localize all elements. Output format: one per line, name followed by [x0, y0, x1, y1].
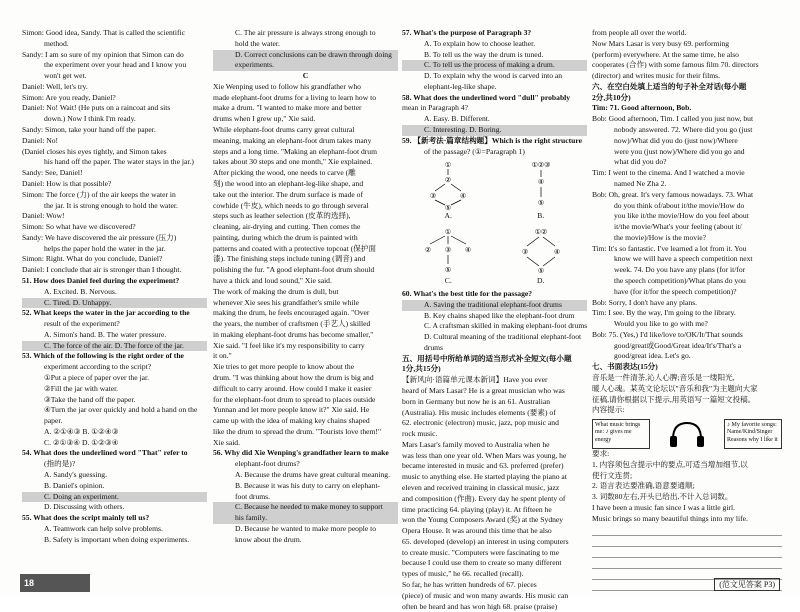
col1-line: (指的是)? [44, 459, 76, 469]
col3_bottom-line: B. Key chains shaped like the elephant-foot drum [424, 310, 575, 320]
col3_bottom-line: (piece) of music and won many awards. His music can [402, 590, 569, 600]
col3_bottom-line: became interested in music and 63. preferred (prefer) [402, 461, 564, 471]
col4_top-line: Bob: 75. (Yes,) I'd like/love to/OK/It/That sounds [592, 329, 743, 339]
col2-line: cowhide (牛皮), which needs to go through several [213, 200, 369, 210]
col2-line: meaning, making an elephant-foot drum takes many [213, 135, 372, 145]
col4_top-line: it/the movie/What's your feeling (about it/ [614, 222, 742, 232]
col2-line: drums when I grew up," Xie said. [213, 114, 316, 124]
col1-line: C. The force of the air. D. The force of the jar. [22, 341, 207, 352]
col2-line: While elephant-foot drums carry great cultural [213, 125, 355, 135]
headphones-icon [667, 419, 707, 449]
col4_bottom-line: Music brings so many beautiful things into my life. [592, 513, 748, 523]
col1-line: C. ②①③④ D. ①②③④ [44, 437, 119, 447]
tree-diagram-icon [423, 159, 473, 211]
col4_top-line: you like it/the movie/How do you feel about [614, 211, 749, 221]
col3_top-line: B. To tell us the way the drum is tuned. [424, 49, 544, 59]
col1-line: C. Tired. D. Unhappy. [22, 298, 207, 309]
col2-line: Yunnan and let more people know it?" Xie said. He [213, 405, 370, 415]
col1-line: A. Sandy's guessing. [44, 470, 107, 480]
prompt-box-music-brings: What music brings me: ♪ gives me energy [592, 419, 650, 449]
svg-text:③: ③ [521, 248, 528, 257]
svg-text:③: ③ [445, 246, 452, 255]
col2-line: in making elephant-foot drums has become smaller," [213, 329, 374, 339]
col2-line: 漆). The finishing steps include tuning (调音) and [213, 254, 366, 264]
col1-line: Simon: So what have we discovered? [22, 222, 136, 232]
col1-line: Daniel: No! Wait! (He puts on a raincoat and sits [22, 103, 171, 113]
col1-line: (Daniel closes his eyes tightly, and Simon takes [22, 146, 167, 156]
col1-line: helps the paper hold the water in the jar. [44, 243, 166, 253]
col2-line: C. Because he needed to make money to support [213, 502, 398, 513]
col4_top-line: Tim: 71. Good afternoon, Bob. [592, 103, 692, 113]
col3_top-line: C. Interesting. D. Boring. [402, 125, 587, 136]
col3_top-line: 57. What's the purpose of Paragraph 3? [402, 28, 532, 37]
col2-line: like the drum to spread the drum. "Tourists love them!" [213, 426, 382, 436]
answer-line[interactable] [592, 548, 782, 558]
col4_top-line: the speech competition)/What plans do you [614, 275, 746, 285]
col1-line: 55. What does the script mainly tell us? [22, 513, 150, 523]
col3_top-line: elephant-leg-like shape. [424, 81, 497, 91]
col3_bottom-line: types of music," he 66. recalled (recall). [402, 569, 524, 579]
col4_top-line: what did you do? [614, 157, 667, 167]
page-number-badge [20, 574, 90, 592]
col4_top-line: 征稿,请你根据以下提示,用英语写一篇短文投稿。 [592, 394, 756, 404]
col3_bottom-line: time practicing 64. playing (play) it. At fifteen he [402, 504, 552, 514]
answer-line[interactable] [592, 526, 782, 536]
col2-line: the years, the number of craftsmen (手艺人) skilled [213, 319, 371, 329]
col4_top-line: good/great idea. Let's go. [614, 351, 691, 361]
col3_bottom-line: because I could use them to create so many different [402, 558, 562, 568]
prompt-box-favorite-songs: ♪ My favorite songs: Name/Kind/Singer Reasons why I like it [724, 419, 782, 449]
col1-line: A. Excited. B. Nervous. [44, 286, 117, 296]
svg-text:④: ④ [460, 192, 467, 201]
col1-line: Sandy: We have discovered the air pressure (压力) [22, 232, 177, 242]
col2-line: know about the drum. [235, 534, 302, 544]
col3_top-line: C. To tell us the process of making a drum. [402, 60, 587, 71]
col3_bottom-line: drums [424, 342, 443, 352]
col2-line: polishing the fur. "A good elephant-foot drum should [213, 265, 375, 275]
col3_bottom-line: C. A craftsman skilled in making elephant-foot drums [424, 321, 588, 331]
col4_top-line: have (for it/for the speech competition)? [614, 286, 737, 296]
col4_top-line: 2分,共10分) [592, 92, 631, 102]
column-3 [402, 28, 587, 612]
col2-line: elephant-foot drums? [235, 459, 300, 469]
column-1 [22, 28, 207, 546]
svg-text:⑤: ⑤ [445, 266, 452, 275]
col3_bottom-line: won the Young Composers Award (奖) at the Sydney [402, 515, 564, 525]
col1-line: Sandy: Simon, take your hand off the paper. [22, 125, 156, 135]
col3_bottom-line: 1分,共15分) [402, 364, 441, 374]
col3_top-line: A. Easy. B. Different. [424, 114, 490, 124]
col1-line: A. Teamwork can help solve problems. [44, 523, 163, 533]
col2-line: C [302, 71, 309, 81]
col4_top-line: 暖人心魂。某英文论坛以"音乐和我"为主题向大家 [592, 383, 758, 393]
col1-line: down.) Now I think I'm ready. [44, 114, 136, 124]
option-label: A. [444, 211, 452, 221]
option-label: B. [537, 211, 545, 221]
col1-line: Daniel: Wow! [22, 211, 65, 221]
col1-line: Sandy: I am so sure of my opinion that Simon can do [22, 49, 184, 59]
col2-line: make a drum. "I wanted to make more and better [213, 103, 362, 113]
col1-line: C. Doing an experiment. [22, 492, 207, 503]
col1-line: ②Fill the jar with water. [44, 383, 119, 393]
col4_top-line: week. 74. Do you have any plans (for it/for [614, 265, 746, 275]
col3_bottom-line: rock music. [402, 429, 438, 439]
col2-line: 56. Why did Xie Wenping's grandfather learn to make [213, 448, 389, 458]
svg-text:②: ② [445, 176, 452, 185]
col1-line: experiment according to the script? [44, 362, 152, 372]
col2-line: painting, during which the drum is painted with [213, 232, 358, 242]
col4_top-line: nobody answered. 72. Where did you go (just [614, 125, 753, 135]
structure-options [402, 157, 587, 224]
col1-line: 52. What keeps the water in the jar according to the [22, 308, 190, 318]
col2-line: B. Because it was his duty to carry on elephant- [235, 480, 381, 490]
col2-line: making the drum, he feels encouraged again. "Over [213, 308, 370, 318]
col3_bottom-line: (Australia). His music includes elements (要素) of [402, 407, 556, 417]
col2-line: Xie tries to get more people to know about the [213, 362, 355, 372]
svg-text:④: ④ [537, 178, 544, 187]
col2-line: his family. [213, 513, 398, 524]
col3_bottom-line: to create music. "Computers were fascinating to me [402, 547, 560, 557]
col3_bottom-line: was less than one year old. When Mars was young, he [402, 450, 567, 460]
col4_top-line: cooperates (合作) with some famous film 70. directors [592, 60, 759, 70]
col4_top-line: do you think of/about it/the movie/How do [614, 200, 745, 210]
col2-line: it on." [213, 351, 232, 361]
col1-line: B. Safety is important when doing experiments. [44, 534, 190, 544]
col1-line: Simon: Good idea, Sandy. That is called the scientific [22, 28, 186, 37]
col3_bottom-line: and composition (作曲). Every day he spent plenty of [402, 493, 566, 503]
svg-text:①②: ①② [534, 228, 548, 237]
col1-line: the jar. It is strong enough to hold the water. [44, 200, 178, 210]
col1-line: Sandy: See, Daniel! [22, 168, 83, 178]
col4_top-line: (perform) everywhere. At the same time, he also [592, 49, 739, 59]
option-label: C. [444, 276, 452, 286]
col3_top-line: D. To explain why the wood is carved into an [424, 71, 563, 81]
col4_top-line: Tim: I see. By the way, I'm going to the library. [592, 308, 736, 318]
col2-line: have a thick and loud sound," Xie said. [213, 275, 332, 285]
col3_bottom-line: 60. What's the best title for the passage? [402, 288, 533, 298]
col2-line: After picking the wood, one needs to carve (雕 [213, 168, 356, 178]
svg-text:①②③: ①②③ [531, 161, 551, 170]
col1-line: paper. [44, 416, 63, 426]
col3_bottom-line: So far, he has written hundreds of 67. pieces [402, 580, 537, 590]
svg-text:④: ④ [465, 246, 472, 255]
structure-option-b[interactable] [511, 159, 571, 222]
col1-line: A. Simon's hand. B. The water pressure. [44, 329, 167, 339]
col3_bottom-line: Opera House. It was around this time that he also [402, 526, 552, 536]
col1-line: Daniel: I conclude that air is stronger than I thought. [22, 265, 182, 275]
writing-prompt-boxes [592, 419, 782, 449]
col4_bottom-line: 要求: [592, 449, 610, 459]
col2-line: made elephant-foot drums for a living to learn how to [213, 92, 377, 102]
col3_bottom-line: D. Cultural meaning of the traditional elephant-foot [424, 332, 582, 342]
col4_top-line: Tim: I went to the cinema. And I watched a movie [592, 168, 745, 178]
col1-line: the experiment over your head and I know you [44, 60, 187, 70]
col3_top-line: 58. What does the underlined word "dull" probably [402, 92, 571, 102]
col1-line: won't get wet. [44, 71, 87, 81]
col3_bottom-line: 五、用括号中所给单词的适当形式补全短文(每小题 [402, 353, 572, 363]
col3_top-line: of the passage? (①=Paragraph 1) [424, 146, 525, 156]
col4_top-line: 六、在空白处填上适当的句子补全对话(每小题 [592, 81, 747, 91]
col1-line: ③Take the hand off the paper. [44, 394, 136, 404]
option-label: D. [537, 276, 545, 286]
col4_bottom-line: 3. 词数80左右,开头已给出,不计入总词数。 [592, 492, 733, 502]
col2-line: A. Because the drums have great cultural meaning. [235, 470, 390, 480]
col2-line: take out the interior. The drum surface is made of [213, 189, 363, 199]
tree-diagram-icon [516, 159, 566, 211]
col2-line: Xie Wenping used to follow his grandfather who [213, 81, 361, 91]
col1-line: Simon: Are you ready, Daniel? [22, 92, 116, 102]
col4_top-line: 音乐是一件清茶,沁人心脾;音乐是一缕阳光, [592, 373, 735, 382]
col1-line: method. [44, 38, 69, 48]
column-4 [592, 28, 782, 591]
col3_top-line: A. To explain how to choose leather. [424, 38, 536, 48]
col4_top-line: Would you like to go with me? [614, 319, 708, 329]
col3_bottom-line: born in Germany but now he is an 61. Australian [402, 396, 551, 406]
column-2 [213, 28, 398, 546]
col2-line: steps and a long time. "Making an elephant-foot drum [213, 146, 378, 156]
col3_bottom-line: 62. electronic (electron) music, jazz, pop music and [402, 418, 559, 428]
svg-text:⑤: ⑤ [445, 204, 452, 213]
col1-line: 51. How does Daniel feel during the experiment? [22, 275, 180, 285]
svg-text:③: ③ [430, 192, 437, 201]
col4_top-line: Bob: Good afternoon, Tim. I called you just now, but [592, 114, 754, 124]
col4_top-line: 七、书面表达(15分) [592, 362, 658, 372]
col4_top-line: 内容提示: [592, 405, 625, 415]
col1-line: Simon: The force (力) of the air keeps the water in [22, 189, 176, 199]
col1-line: Daniel: No! [22, 135, 59, 145]
svg-text:⑤: ⑤ [537, 199, 544, 208]
col3_bottom-line: A. Saving the traditional elephant-foot drums [402, 300, 587, 311]
col1-line: Simon: Right. What do you conclude, Daniel? [22, 254, 163, 264]
col1-line: A. ②①④③ B. ①②④③ [44, 426, 119, 436]
tree-diagram-icon [420, 226, 476, 276]
col1-line: his hand off the paper. The water stays in the jar.) [44, 157, 194, 167]
structure-option-c[interactable] [418, 226, 478, 287]
col1-line: 53. Which of the following is the right order of the [22, 351, 184, 361]
col4_bottom-line: 2. 语言表达要准确,语意要通顺; [592, 481, 695, 491]
structure-option-a[interactable] [418, 159, 478, 222]
col4_top-line: named Ne Zha 2. [614, 178, 667, 188]
col4_top-line: were you (just now)/Where did you go and [614, 146, 745, 156]
structure-option-d[interactable] [511, 226, 571, 287]
col2-line: takes about 30 steps and one month," Xie explained. [213, 157, 373, 167]
col2-line: The work of making the drum is dull, but [213, 286, 339, 296]
col2-line: patterns and coated with a protective topcoat (保护面 [213, 243, 376, 253]
col2-line: difficult to carry around. How could I make it easier [213, 383, 372, 393]
col3_top-line: mean in Paragraph 4? [402, 103, 468, 113]
col4_top-line: good/great或Good/Great idea/It's/That's a [614, 340, 742, 350]
structure-options-2 [402, 224, 587, 289]
col4_top-line: (director) and writes music for their films. [592, 71, 720, 81]
col4_top-line: Now Mars Lasar is very busy 69. performing [592, 38, 730, 48]
col4_top-line: Tim: It's so fantastic. I've learned a lot from it. You [592, 243, 747, 253]
tree-diagram-icon [513, 226, 569, 276]
col2-line: came up with the idea of making key chains shaped [213, 416, 370, 426]
col3_bottom-line: heard of Mars Lasar? He is a great musician who was [402, 385, 565, 395]
col4_top-line: know we will have a speech competition next [614, 254, 753, 264]
col1-line: ④Turn the jar over quickly and hold a hand on the [44, 405, 198, 415]
col4_top-line: now)/What did you do (just now)/Where [614, 135, 738, 145]
svg-text:①: ① [445, 228, 452, 237]
col1-line: result of the experiment? [44, 319, 120, 329]
col2-line: hold the water. [235, 38, 280, 48]
col2-line: D. Because he wanted to make more people to [235, 523, 377, 533]
col3_bottom-line: often be heard and has won high 68. praise (praise) [402, 601, 558, 611]
answer-line[interactable] [592, 559, 782, 569]
col3_bottom-line: music to anything else. He started playing the piano at [402, 472, 567, 482]
answer-line[interactable] [592, 537, 782, 547]
col1-line: Daniel: Well, let's try. [22, 81, 88, 91]
col4_bottom-line: I have been a music fan since I was a little girl. [592, 503, 735, 513]
col3_bottom-line: Mars Lasar's family moved to Australia when he [402, 439, 550, 449]
svg-text:②: ② [425, 246, 432, 255]
col2-line: for the elephant-foot drum to spread to places outside [213, 394, 376, 404]
svg-text:①: ① [445, 161, 452, 170]
col1-line: ①Put a piece of paper over the jar. [44, 373, 150, 382]
col3_bottom-line: eleven and received training in classical music, jazz [402, 483, 560, 492]
col4_bottom-line: 使行文连贯; [592, 470, 633, 480]
col4_top-line: Bob: Oh, great. It's very famous nowadays. 73. What [592, 189, 754, 199]
svg-text:④: ④ [553, 248, 560, 257]
col4_top-line: from people all over the world. [592, 28, 687, 37]
svg-text:⑤: ⑤ [537, 267, 544, 276]
col2-line: steps such as leather selection (皮革的选择), [213, 211, 351, 221]
col1-line: 54. What does the underlined word "That" refer to [22, 448, 188, 458]
col2-line: whenever Xie sees his grandfather's smile while [213, 297, 360, 307]
col4_bottom-line: 1. 内容须包含提示中的要点,可适当增加细节,以 [592, 459, 748, 469]
col3_bottom-line: 65. developed (develop) an interest in using computers [402, 536, 569, 546]
col4_top-line: the movie)/How is the movie? [614, 232, 706, 242]
col2-line: drum. "I was thinking about how the drum is big and [213, 373, 374, 382]
col2-line: 刻) the wood into an elephant-leg-like shape, and [213, 178, 364, 188]
col2-line: cleaning, air-drying and cutting. Then comes the [213, 222, 361, 232]
page-number: 18 [24, 578, 35, 588]
col2-line: C. The air pressure is always strong enough to [235, 28, 376, 37]
col2-line: Xie said. [213, 437, 240, 447]
col3_bottom-line: 【新风向·语篇单元课本新词】Have you ever [402, 375, 548, 385]
col4_top-line: Bob: Sorry, I don't have any plans. [592, 297, 698, 307]
col2-line: D. Correct conclusions can be drawn through doing [213, 50, 398, 61]
answer-reference: (范文见答案 P3) [714, 578, 780, 591]
col2-line: experiments. [213, 60, 398, 71]
col2-line: Xie said. "I feel like it's my responsibility to carry [213, 340, 365, 350]
col3_top-line: 59. 【新考法·篇章结构题】Which is the right structure [402, 135, 582, 145]
col2-line: foot drums. [235, 491, 271, 501]
col1-line: B. Daniel's opinion. [44, 480, 105, 490]
col1-line: Daniel: How is that possible? [22, 178, 112, 188]
col1-line: D. Discussing with others. [44, 502, 125, 512]
